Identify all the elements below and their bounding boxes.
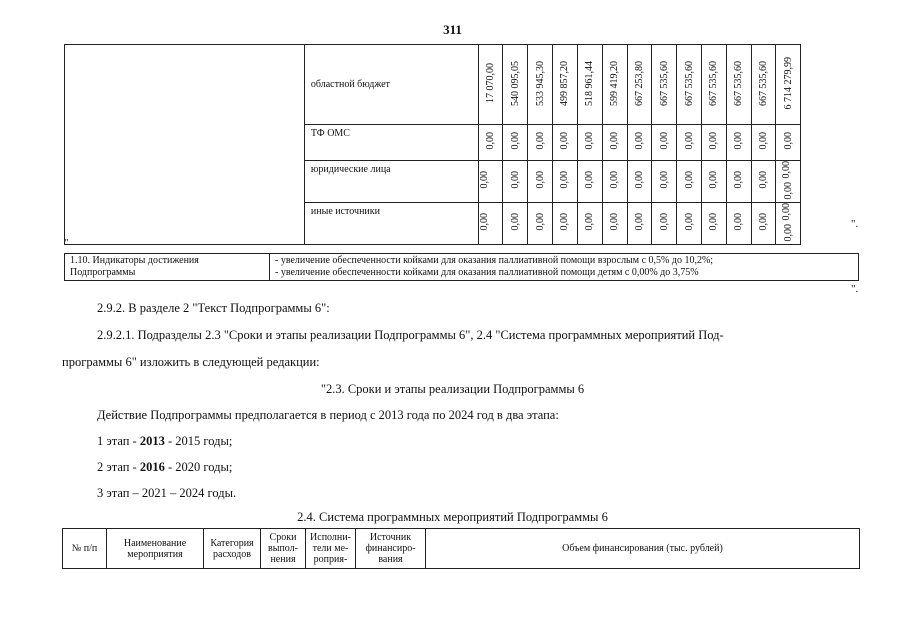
value-text: 0,00 [733, 213, 745, 231]
blank-cell [65, 45, 305, 245]
value-cell [726, 161, 751, 203]
value-text: 0,00 [708, 213, 720, 231]
value-text: 0,00 [509, 132, 521, 150]
value-text: 0,00 [478, 213, 490, 231]
finance-table [64, 44, 858, 245]
value-text: 0,00 [780, 161, 792, 179]
value-cell [677, 45, 702, 125]
value-cell [627, 45, 652, 125]
value-text: 0,00 [485, 132, 497, 150]
value-text: 0,00 [633, 171, 645, 189]
paragraph: 2.9.2.1. Подразделы 2.3 "Сроки и этапы реализации Подпрограммы 6", 2.4 "Система программных мероприятий Под- [97, 328, 724, 342]
value-cell [751, 203, 776, 245]
value-text: 0,00 [509, 171, 521, 189]
value-cell [701, 45, 726, 125]
value-cell [776, 203, 801, 245]
value-cell [553, 161, 578, 203]
header-cell: Исполни-тели ме-роприя- [306, 529, 356, 569]
value-cell [751, 161, 776, 203]
program-table [62, 528, 860, 569]
source-label: областной бюджет [304, 45, 478, 125]
paragraph: программы 6" изложить в следующей редакции: [62, 355, 320, 369]
header-cell: Сроки выпол-нения [261, 529, 306, 569]
value-text: 0,00 [782, 181, 794, 199]
value-text: 0,00 [780, 203, 792, 221]
value-text: 0,00 [559, 132, 571, 150]
value-text: 0,00 [708, 171, 720, 189]
section-heading: 2.4. Система программных мероприятий Подпрограммы 6 [297, 510, 608, 524]
header-cell: № п/п [63, 529, 107, 569]
value-cell [652, 161, 677, 203]
value-text: 0,00 [559, 171, 571, 189]
value-cell [726, 125, 751, 161]
value-cell [652, 203, 677, 245]
value-text: 667 535,60 [683, 60, 695, 106]
value-text: 0,00 [757, 171, 769, 189]
value-cell [726, 45, 751, 125]
header-cell: Категория расходов [204, 529, 261, 569]
closing-quote: ". [851, 218, 859, 230]
value-cell [528, 203, 553, 245]
value-cell [478, 125, 503, 161]
value-text: 0,00 [782, 223, 794, 241]
value-cell [577, 161, 602, 203]
value-cell [478, 45, 503, 125]
header-cell: Объем финансирования (тыс. рублей) [426, 529, 860, 569]
value-text: 0,00 [683, 213, 695, 231]
value-cell [602, 161, 627, 203]
paragraph: Действие Подпрограммы предполагается в период с 2013 года по 2024 год в два этапа: [97, 408, 559, 422]
page-number: 311 [443, 22, 462, 37]
value-cell [577, 45, 602, 125]
value-cell [503, 125, 528, 161]
value-text: 0,00 [534, 171, 546, 189]
value-cell [751, 125, 776, 161]
finance-row [65, 45, 858, 125]
source-label: иные источники [304, 203, 478, 245]
value-cell [751, 45, 776, 125]
source-label: юридические лица [304, 161, 478, 203]
value-text: 667 535,60 [708, 60, 720, 106]
value-text: 0,00 [757, 132, 769, 150]
section-heading: "2.3. Сроки и этапы реализации Подпрограммы 6 [320, 382, 585, 396]
value-text: 0,00 [509, 213, 521, 231]
value-cell [503, 161, 528, 203]
value-text: 0,00 [658, 213, 670, 231]
value-text: 0,00 [609, 132, 621, 150]
source-label: ТФ ОМС [304, 125, 478, 161]
value-cell [652, 125, 677, 161]
value-text: 518 961,44 [584, 60, 596, 106]
value-cell [701, 125, 726, 161]
value-cell [677, 161, 702, 203]
value-cell [701, 161, 726, 203]
value-text: 0,00 [683, 171, 695, 189]
stage-line: 2 этап - 2016 - 2020 годы; [97, 460, 233, 474]
header-cell: Источник финансиро-вания [356, 529, 426, 569]
value-text: 0,00 [733, 132, 745, 150]
paragraph: 2.9.2. В разделе 2 "Текст Подпрограммы 6": [97, 301, 330, 315]
indicators-table [64, 253, 859, 281]
value-cell [503, 45, 528, 125]
value-cell [627, 161, 652, 203]
value-text: 0,00 [534, 213, 546, 231]
value-cell [553, 203, 578, 245]
value-text: 0,00 [658, 171, 670, 189]
value-text: 499 857,20 [559, 60, 571, 106]
value-cell [553, 125, 578, 161]
opening-quote: " [64, 237, 69, 249]
value-text: 0,00 [633, 213, 645, 231]
value-cell [776, 45, 801, 125]
stage-line: 3 этап – 2021 – 2024 годы. [97, 486, 237, 500]
stage-line: 1 этап - 2013 - 2015 годы; [97, 434, 233, 448]
value-cell [528, 161, 553, 203]
value-cell [627, 203, 652, 245]
value-text: 17 070,00 [485, 63, 497, 103]
value-text: 0,00 [633, 132, 645, 150]
value-cell [478, 203, 503, 245]
value-cell [478, 161, 503, 203]
value-cell [553, 45, 578, 125]
value-cell [652, 45, 677, 125]
indicators-label: 1.10. Индикаторы достижения Подпрограммы [65, 254, 270, 281]
value-text: 0,00 [782, 132, 794, 150]
value-text: 533 945,30 [534, 60, 546, 106]
value-text: 0,00 [609, 171, 621, 189]
value-text: 0,00 [708, 132, 720, 150]
closing-quote: ". [851, 283, 859, 295]
value-cell [776, 125, 801, 161]
value-text: 667 535,60 [733, 60, 745, 106]
value-cell [577, 125, 602, 161]
value-text: 0,00 [757, 213, 769, 231]
value-text: 599 419,20 [609, 60, 621, 106]
value-text: 667 535,60 [658, 60, 670, 106]
value-text: 540 095,05 [509, 60, 521, 106]
value-text: 6 714 279,99 [782, 56, 794, 110]
value-cell [677, 125, 702, 161]
value-cell [528, 45, 553, 125]
value-cell [602, 125, 627, 161]
indicator-line: - увеличение обеспеченности койками для оказания паллиативной помощи детям с 0,00% до 3,75% [275, 267, 699, 278]
value-cell [528, 125, 553, 161]
value-text: 0,00 [609, 213, 621, 231]
header-cell: Наименование мероприятия [107, 529, 204, 569]
value-text: 667 253,80 [633, 60, 645, 106]
value-text: 0,00 [658, 132, 670, 150]
value-cell [503, 203, 528, 245]
value-text: 0,00 [733, 171, 745, 189]
value-text: 0,00 [683, 132, 695, 150]
value-cell [602, 45, 627, 125]
value-cell [602, 203, 627, 245]
value-text: 0,00 [584, 171, 596, 189]
indicators-values [270, 254, 859, 281]
value-text: 0,00 [584, 132, 596, 150]
value-text: 0,00 [534, 132, 546, 150]
value-text: 0,00 [478, 171, 490, 189]
value-cell [776, 161, 801, 203]
value-cell [627, 125, 652, 161]
value-cell [577, 203, 602, 245]
value-text: 0,00 [559, 213, 571, 231]
indicator-line: - увеличение обеспеченности койками для оказания паллиативной помощи взрослым с 0,5% до 10,2%; [275, 255, 714, 266]
value-text: 0,00 [584, 213, 596, 231]
value-cell [726, 203, 751, 245]
value-cell [701, 203, 726, 245]
value-cell [677, 203, 702, 245]
value-text: 667 535,60 [757, 60, 769, 106]
